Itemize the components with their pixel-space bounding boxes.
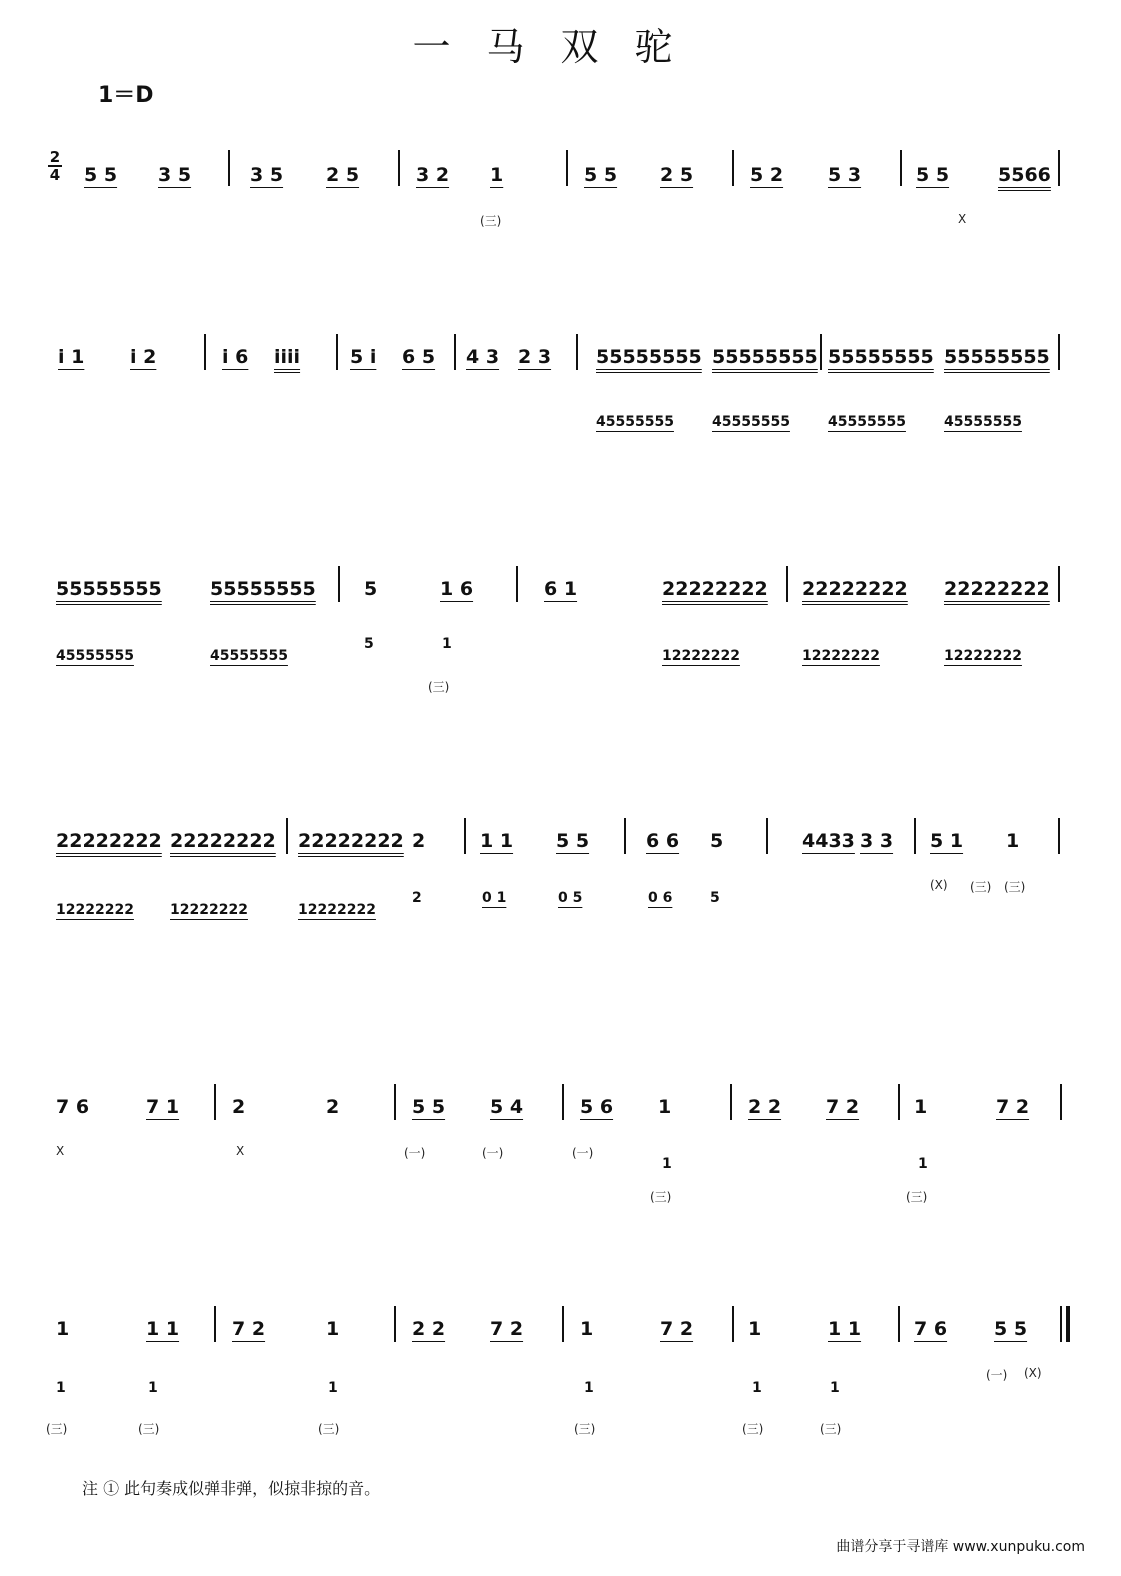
note-group: 2 2 — [412, 1318, 446, 1340]
fingering-mark: (三) — [138, 1422, 160, 1436]
fingering-mark: (三) — [574, 1422, 596, 1436]
fingering-mark: (X) — [1024, 1366, 1042, 1380]
note-group: 55555555 — [712, 346, 818, 368]
note-group: 7 2 — [232, 1318, 266, 1340]
barline — [730, 1084, 732, 1120]
time-signature-top: 2 — [49, 148, 61, 166]
note-group: 5566 — [998, 164, 1051, 186]
page-title: 一马双驼 — [412, 25, 709, 69]
lower-part: 5 — [710, 890, 720, 906]
fingering-mark: (三) — [318, 1422, 340, 1436]
key-signature: 1＝D — [98, 83, 154, 108]
note-group: 1 1 — [828, 1318, 862, 1340]
lower-part: 45555555 — [712, 414, 790, 430]
note-group: i 6 — [222, 346, 249, 368]
barline — [1058, 150, 1060, 186]
lower-part: 1 — [442, 636, 452, 652]
barline — [562, 1084, 564, 1120]
barline — [336, 334, 338, 370]
barline — [766, 818, 768, 854]
barline — [1058, 334, 1060, 370]
barline — [338, 566, 340, 602]
fingering-mark: (三) — [650, 1190, 672, 1204]
note-group: 7 2 — [826, 1096, 860, 1118]
note-group: 3 3 — [860, 830, 894, 852]
note-group: 7 2 — [996, 1096, 1030, 1118]
fingering-mark: (一) — [404, 1146, 426, 1160]
time-signature-bottom: 4 — [49, 166, 61, 184]
note-group: 1 — [1006, 830, 1020, 852]
fingering-mark: X — [236, 1144, 245, 1158]
fingering-mark: (三) — [1004, 880, 1026, 894]
lower-part: 1 — [148, 1380, 158, 1396]
fingering-mark: (三) — [428, 680, 450, 694]
note-group: 5 5 — [84, 164, 118, 186]
note-group: 22222222 — [170, 830, 276, 852]
note-group: 2 2 — [748, 1096, 782, 1118]
lower-part: 12222222 — [802, 648, 880, 664]
note-group: 5 1 — [930, 830, 964, 852]
lower-part: 0 1 — [482, 890, 507, 906]
barline — [786, 566, 788, 602]
note-group: 1 — [748, 1318, 762, 1340]
note-group: 5 5 — [584, 164, 618, 186]
note-group: i 1 — [58, 346, 85, 368]
barline — [900, 150, 902, 186]
note-group: 6 5 — [402, 346, 436, 368]
note-group: 7 1 — [146, 1096, 180, 1118]
lower-part: 1 — [830, 1380, 840, 1396]
note-group: 5 — [364, 578, 378, 600]
note-group: 2 3 — [518, 346, 552, 368]
barline — [624, 818, 626, 854]
fingering-mark: (三) — [480, 214, 502, 228]
note-group: 1 — [658, 1096, 672, 1118]
note-group: 3 2 — [416, 164, 450, 186]
note-group: 1 1 — [480, 830, 514, 852]
note-group: 5 i — [350, 346, 377, 368]
note-group: 5 4 — [490, 1096, 524, 1118]
fingering-mark: (一) — [986, 1368, 1008, 1382]
note-group: 1 — [326, 1318, 340, 1340]
barline — [562, 1306, 564, 1342]
time-signature — [48, 150, 62, 182]
note-group: 7 2 — [660, 1318, 694, 1340]
note-group: 1 — [56, 1318, 70, 1340]
lower-part: 45555555 — [210, 648, 288, 664]
lower-part: 1 — [752, 1380, 762, 1396]
lower-part: 1 — [56, 1380, 66, 1396]
lower-part: 12222222 — [56, 902, 134, 918]
note-group: 4433 — [802, 830, 855, 852]
fingering-mark: (一) — [572, 1146, 594, 1160]
footer-credit: 曲谱分享于寻谱库 www.xunpuku.com — [836, 1539, 1085, 1555]
note-group: 1 — [914, 1096, 928, 1118]
note-group: 5 3 — [828, 164, 862, 186]
fingering-mark: (三) — [46, 1422, 68, 1436]
lower-part: 0 6 — [648, 890, 673, 906]
barline — [464, 818, 466, 854]
barline — [214, 1084, 216, 1120]
note-group: 22222222 — [802, 578, 908, 600]
lower-part: 0 5 — [558, 890, 583, 906]
note-group: 22222222 — [298, 830, 404, 852]
note-group: 1 — [580, 1318, 594, 1340]
fingering-mark: (三) — [742, 1422, 764, 1436]
barline — [214, 1306, 216, 1342]
barline — [732, 1306, 734, 1342]
barline — [1058, 818, 1060, 854]
note-group: i 2 — [130, 346, 157, 368]
footnote: 注 ① 此句奏成似弹非弹，似掠非掠的音。 — [82, 1479, 381, 1498]
note-group: 5 6 — [580, 1096, 614, 1118]
note-group: 22222222 — [944, 578, 1050, 600]
barline — [898, 1306, 900, 1342]
note-group: 5 — [710, 830, 724, 852]
fingering-mark: X — [958, 212, 967, 226]
note-group: 3 5 — [158, 164, 192, 186]
lower-part: 1 — [918, 1156, 928, 1172]
barline — [1060, 1306, 1062, 1342]
lower-part: 5 — [364, 636, 374, 652]
barline — [820, 334, 822, 370]
note-group: 7 2 — [490, 1318, 524, 1340]
note-group: 22222222 — [56, 830, 162, 852]
lower-part: 45555555 — [596, 414, 674, 430]
barline — [454, 334, 456, 370]
note-group: 2 5 — [326, 164, 360, 186]
lower-part: 12222222 — [662, 648, 740, 664]
barline — [732, 150, 734, 186]
note-group: 5 5 — [994, 1318, 1028, 1340]
lower-part: 45555555 — [56, 648, 134, 664]
note-group: 1 6 — [440, 578, 474, 600]
note-group: 2 — [326, 1096, 340, 1118]
barline — [914, 818, 916, 854]
note-group: 5 2 — [750, 164, 784, 186]
lower-part: 12222222 — [170, 902, 248, 918]
note-group: 2 — [412, 830, 426, 852]
barline — [228, 150, 230, 186]
lower-part: 1 — [328, 1380, 338, 1396]
barline — [286, 818, 288, 854]
note-group: 55555555 — [944, 346, 1050, 368]
lower-part: 12222222 — [298, 902, 376, 918]
fingering-mark: (一) — [482, 1146, 504, 1160]
lower-part: 1 — [662, 1156, 672, 1172]
lower-part: 45555555 — [944, 414, 1022, 430]
note-group: 5 5 — [556, 830, 590, 852]
note-group: 55555555 — [56, 578, 162, 600]
final-barline — [1066, 1306, 1070, 1342]
fingering-mark: (X) — [930, 878, 948, 892]
barline — [398, 150, 400, 186]
lower-part: 1 — [584, 1380, 594, 1396]
note-group: 4 3 — [466, 346, 500, 368]
note-group: 55555555 — [828, 346, 934, 368]
note-group: 2 — [232, 1096, 246, 1118]
fingering-mark: (三) — [970, 880, 992, 894]
barline — [576, 334, 578, 370]
note-group: 55555555 — [210, 578, 316, 600]
fingering-mark: X — [56, 1144, 65, 1158]
lower-part: 2 — [412, 890, 422, 906]
note-group: 55555555 — [596, 346, 702, 368]
note-group: 7 6 — [56, 1096, 90, 1118]
note-group: 6 6 — [646, 830, 680, 852]
note-group: iiii — [274, 346, 301, 368]
note-group: 1 1 — [146, 1318, 180, 1340]
fingering-mark: (三) — [906, 1190, 928, 1204]
note-group: 6 1 — [544, 578, 578, 600]
note-group: 1 — [490, 164, 504, 186]
note-group: 22222222 — [662, 578, 768, 600]
lower-part: 45555555 — [828, 414, 906, 430]
note-group: 5 5 — [412, 1096, 446, 1118]
barline — [1060, 1084, 1062, 1120]
note-group: 5 5 — [916, 164, 950, 186]
barline — [566, 150, 568, 186]
fingering-mark: (三) — [820, 1422, 842, 1436]
barline — [1058, 566, 1060, 602]
lower-part: 12222222 — [944, 648, 1022, 664]
barline — [516, 566, 518, 602]
note-group: 3 5 — [250, 164, 284, 186]
barline — [204, 334, 206, 370]
barline — [394, 1084, 396, 1120]
note-group: 2 5 — [660, 164, 694, 186]
barline — [898, 1084, 900, 1120]
barline — [394, 1306, 396, 1342]
note-group: 7 6 — [914, 1318, 948, 1340]
